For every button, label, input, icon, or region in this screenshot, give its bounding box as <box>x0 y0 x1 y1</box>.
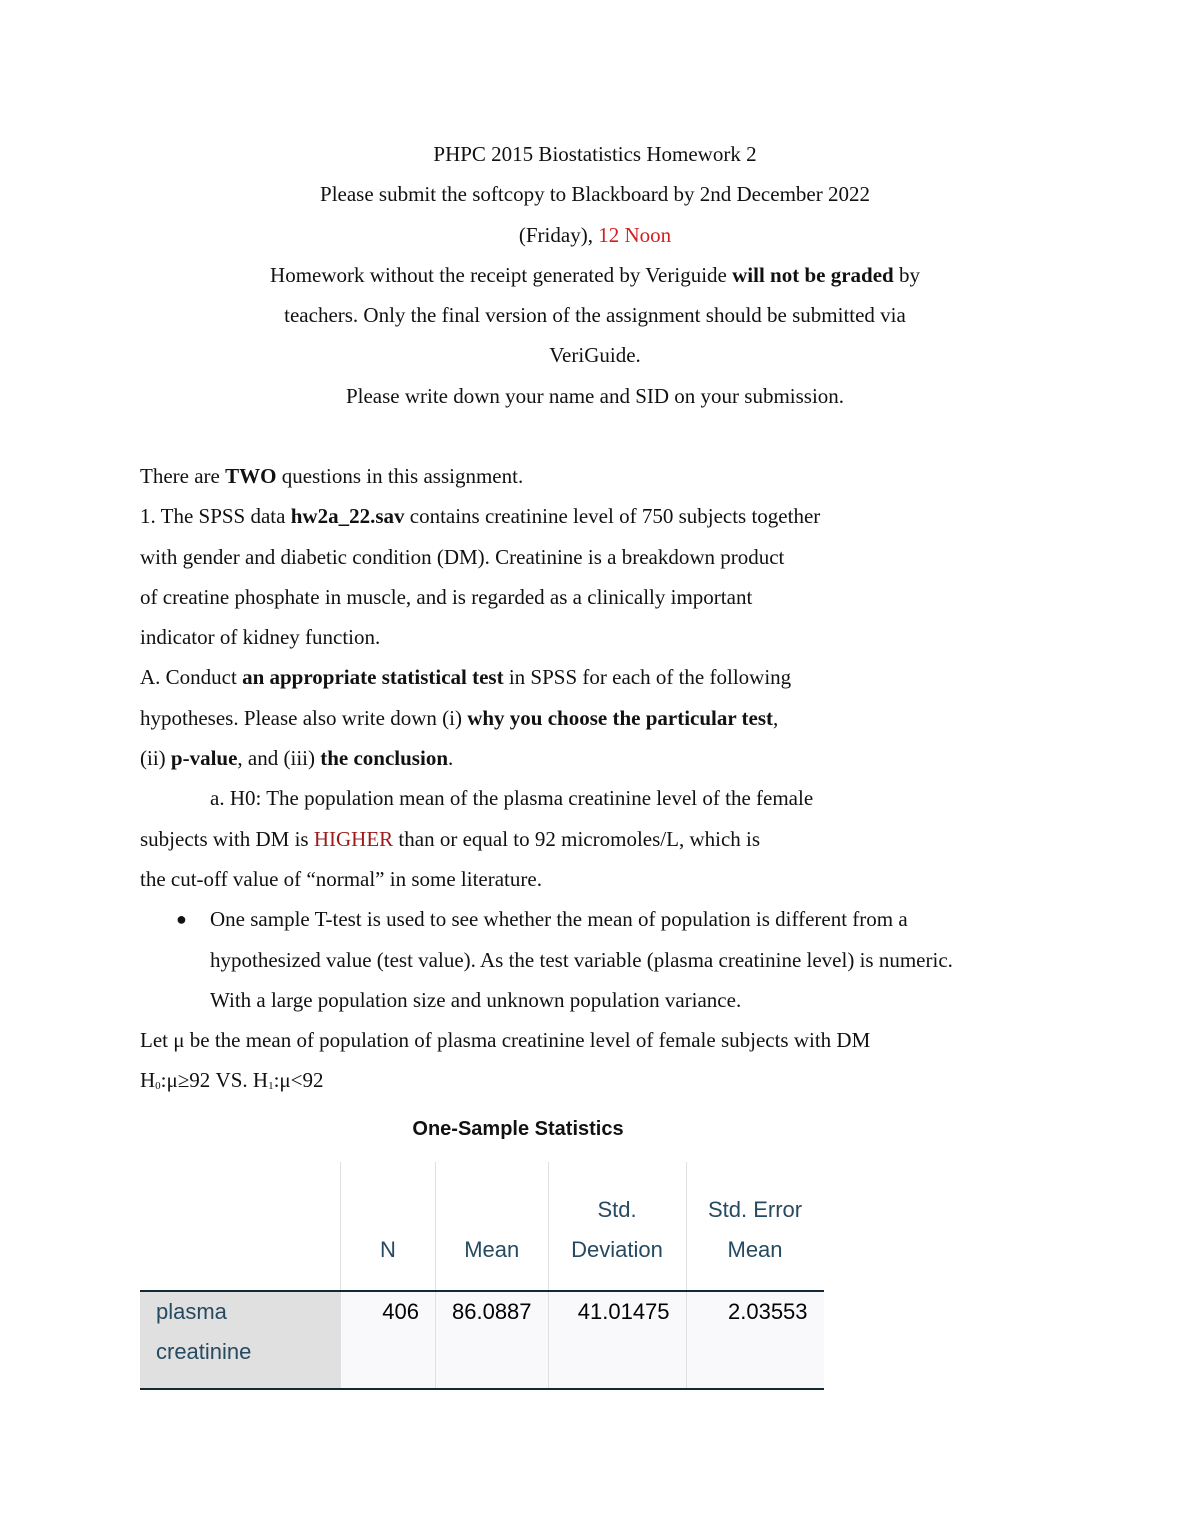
intro-count: TWO <box>225 464 277 488</box>
q1-text: 1. The SPSS data <box>140 504 291 529</box>
bullet-text: One sample T-test is used to see whether the mean of population is different from a <box>210 907 908 932</box>
dataset-filename: hw2a_22.sav <box>290 504 405 529</box>
row-label-line2: creatinine <box>156 1339 252 1364</box>
one-sample-statistics-table <box>140 1162 824 1390</box>
intro-text-end: questions in this assignment. <box>276 464 524 488</box>
row-label-line1: plasma <box>156 1299 227 1324</box>
q1-line3: of creatine phosphate in muscle, and is regarded as a clinically important <box>140 584 753 609</box>
warning-text: Homework without the receipt generated by Veriguide <box>270 262 733 287</box>
header-sd-line2: Deviation <box>571 1237 663 1262</box>
hypothesis-line2 <box>140 819 1060 859</box>
conclusion-emphasis: the conclusion <box>320 746 448 771</box>
answer-bullet <box>140 899 1060 939</box>
deadline <box>140 215 1050 255</box>
deadline-day: (Friday), <box>518 222 599 247</box>
hypothesis-text: subjects with DM is <box>140 826 314 851</box>
part-a2-emphasis: why you choose the particular test <box>467 705 774 730</box>
q1-line2: with gender and diabetic condition (DM). Creatinine is a breakdown product <box>140 544 785 569</box>
bullet-line3: With a large population size and unknown population variance. <box>210 987 742 1012</box>
header-se-line1: Std. Error <box>707 1197 803 1222</box>
warning-text-end: by <box>893 262 920 287</box>
header-std-error-mean <box>686 1162 824 1291</box>
veriguide-warning-line2: teachers. Only the final version of the assignment should be submitted via <box>284 303 906 328</box>
q1-text-end: contains creatinine level of 750 subjects together <box>404 504 821 529</box>
header-se-line2: Mean <box>727 1237 783 1262</box>
h-symbol: H <box>140 1068 156 1093</box>
table-title: One-Sample Statistics <box>412 1118 624 1140</box>
hypothesis-mid: :μ≥92 VS. H <box>160 1068 269 1093</box>
veriguide-warning <box>140 255 1050 295</box>
bullet-line2: hypothesized value (test value). As the test variable (plasma creatinine level) is numeric. <box>210 947 953 972</box>
name-sid-instruction: Please write down your name and SID on your submission. <box>345 383 845 408</box>
p-value-emphasis: p-value <box>170 746 238 771</box>
row-label <box>140 1291 341 1389</box>
part-a-line3 <box>140 738 1060 778</box>
table-row <box>140 1291 824 1389</box>
intro-text: There are <box>140 464 226 488</box>
cell-mean: 86.0887 <box>436 1291 549 1389</box>
part-a-line1 <box>140 657 1060 697</box>
assignment-title: PHPC 2015 Biostatistics Homework 2 <box>433 142 757 166</box>
header-std-deviation <box>548 1162 686 1291</box>
warning-emphasis: will not be graded <box>732 262 894 287</box>
part-a3-text-mid: , and (iii) <box>237 746 321 771</box>
h0-subscript: 0 <box>155 1080 161 1093</box>
hypothesis-emphasis: HIGHER <box>313 826 394 851</box>
header-mean-label: Mean <box>464 1237 520 1262</box>
cell-std-deviation: 41.01475 <box>548 1291 686 1389</box>
bullet-icon: ● <box>176 909 187 930</box>
submission-instruction: Please submit the softcopy to Blackboard by 2nd December 2022 <box>320 182 870 207</box>
hypothesis-line1: a. H0: The population mean of the plasma creatinine level of the female <box>210 786 814 811</box>
part-a2-text-end: , <box>773 705 779 730</box>
q1-line1 <box>140 496 1060 536</box>
hypothesis-end: :μ<92 <box>273 1068 324 1093</box>
header-sd-line1: Std. <box>597 1197 637 1222</box>
part-a-emphasis: an appropriate statistical test <box>242 665 504 690</box>
veriguide-warning-line3: VeriGuide. <box>549 343 641 368</box>
assignment-header <box>140 134 1050 416</box>
header-corner <box>140 1162 341 1291</box>
cell-std-error-mean: 2.03553 <box>686 1291 824 1389</box>
part-a-text-end: in SPSS for each of the following <box>503 665 792 690</box>
deadline-time: 12 Noon <box>598 222 672 247</box>
part-a2-text: hypotheses. Please also write down (i) <box>140 705 468 730</box>
part-a3-text-end: . <box>448 746 454 771</box>
hypotheses-formula <box>140 1060 1060 1100</box>
intro-line <box>140 456 1060 496</box>
part-a-text: A. Conduct <box>140 665 243 690</box>
hypothesis-text-end: than or equal to 92 micromoles/L, which is <box>393 826 761 851</box>
header-n <box>341 1162 436 1291</box>
table-header-row <box>140 1162 824 1291</box>
hypothesis-line3: the cut-off value of “normal” in some literature. <box>140 866 542 891</box>
header-mean <box>436 1162 549 1291</box>
cell-n: 406 <box>341 1291 436 1389</box>
q1-line4: indicator of kidney function. <box>140 625 381 650</box>
h1-subscript: 1 <box>268 1080 274 1093</box>
header-n-label: N <box>380 1237 396 1262</box>
let-mu-line: Let μ be the mean of population of plasma creatinine level of female subjects with DM <box>140 1028 871 1053</box>
part-a3-text: (ii) <box>140 746 171 771</box>
part-a-line2 <box>140 698 1060 738</box>
question-body <box>140 456 1060 1101</box>
